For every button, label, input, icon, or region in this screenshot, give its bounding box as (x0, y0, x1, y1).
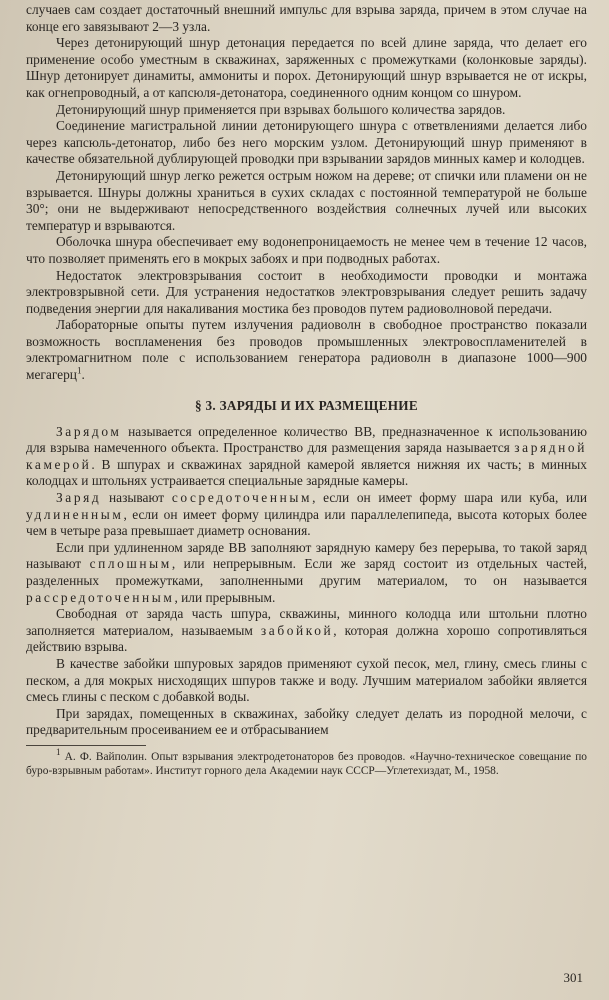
text-run: . В шпурах и скважинах зарядной камерой является нижняя их часть; в минных колодцах и штольнях устраивается специальные зарядные камеры. (26, 456, 587, 489)
text-run: , если он имеет форму шара или куба, или (312, 490, 587, 506)
term-dispersed: рассредоточенным (26, 589, 175, 605)
paragraph-charge-definition (26, 424, 587, 490)
paragraph-continuous (26, 540, 587, 606)
paragraph-radio-text: Лабораторные опыты путем излучения радиоволн в свободное пространство показали возможность воспламенения без проводов промышленных электровоспламенителей в электромагнитном поле с использованием генератора радиоволн в диапазоне 1000—900 мегагерц (26, 317, 587, 383)
paragraph-connection: Соединение магистральной линии детонирующего шнура с ответвлениями делается либо через капсюль-детонатор, либо без него морским узлом. Детонирующий шнур применяют в качестве обязательной дублирующей проводки при взрывании зарядов минных камер и колодцев. (26, 118, 587, 167)
term-charge-2: Заряд (56, 490, 102, 506)
paragraph-detonation: Через детонирующий шнур детонация передается по всей длине заряда, что делает его применение особо уместным в скважинах, заряженных с промежутками (колонковые заряды). Шнур детонирует динамиты, аммониты и порох. Детонирующий шнур взрывается не от искры, как огнепроводный, а от капсюля-детонатора, соединенного одним концом со шнуром. (26, 35, 587, 100)
paragraph-continuation: случаев сам создает достаточный внешний импульс для взрыва заряда, причем в этом случае на конце его завязывают 2—3 узла. (26, 2, 587, 34)
paragraph-sheath: Оболочка шнура обеспечивает ему водонепроницаемость не менее чем в течение 12 часов, что позволяет применять его в мокрых забоях и при подводных работах. (26, 234, 587, 266)
term-concentrated: сосредоточенным (171, 490, 313, 506)
term-charge: Зарядом (56, 423, 122, 439)
term-charge-chamber: зарядной камерой (26, 440, 587, 472)
page-number: 301 (563, 970, 583, 985)
text-run: Если при удлиненном заряде ВВ заполняют зарядную камеру без перерыва, то такой заряд называют (26, 539, 587, 572)
paragraph-usage: Детонирующий шнур применяется при взрывах большого количества зарядов. (56, 101, 506, 117)
footnote-mark: 1 (56, 747, 61, 758)
text-run: , которая должна хорошо сопротивляться действию взрыва. (26, 622, 587, 655)
term-continuous: сплошным (89, 556, 172, 572)
text-run: , или непрерывным. Если же заряд состоит из отдельных частей, разделенных промежутками, заполненными другим материалом, то он называется (26, 556, 587, 588)
footnote-divider (26, 745, 146, 746)
paragraph-charge-shape (26, 490, 587, 540)
text-run: , если он имеет форму цилиндра или параллелепипеда, высота которых более чем в четыре раза превышает диаметр основания. (26, 506, 587, 539)
footnote-reference: 1 (76, 365, 82, 376)
paragraph-cutting: Детонирующий шнур легко режется острым ножом на дереве; от спички или пламени он не взрывается. Шнуры должны храниться в сухих складах с постоянной температурой не больше 30°; они не выдерживают непосредственного воздействия солнечных лучей или высоких температур и взрываются. (26, 167, 587, 233)
footnote (26, 747, 587, 778)
text-run: Свободная от заряда часть шпура, скважины, минного колодца или штольни плотно заполняется материалом, называемым (26, 606, 587, 638)
term-elongated: удлиненным (26, 506, 124, 522)
text-run: называется определенное количество ВВ, предназначенное к использованию для взрыва намеченного объекта. Пространство для размещения заряда называется (26, 423, 587, 456)
footnote-text: А. Ф. Вайполин. Опыт взрывания электродетонаторов без проводов. «Научно-техническое совещание по буро-взрывным работам». Институт горного дела Академии наук СССР—Углетехиздат, М., 1958. (26, 750, 587, 777)
section-heading: § 3. ЗАРЯДЫ И ИХ РАЗМЕЩЕНИЕ (195, 397, 418, 413)
paragraph-radio: Лабораторные опыты путем излучения радиоволн в свободное пространство показали возможность воспламенения без проводов промышленных электровоспламенителей в электромагнитном поле с использованием генератора радиоволн в диапазоне 1000—900 мегагерц$^1$. (26, 317, 587, 383)
term-stemming: забойкой (260, 622, 334, 638)
text-run: называют (101, 490, 172, 506)
text-run: , или прерывным. (174, 589, 276, 605)
paragraph-drawback: Недостаток электровзрывания состоит в необходимости проводки и монтажа электровзрывной сети. Для устранения недостатков электровзрывания следует решить задачу подведения энергии для накаливания мостика без проводов путем радиоволновой передачи. (26, 267, 587, 316)
paragraph-stemming-materials: В качестве забойки шпуровых зарядов применяют сухой песок, мел, глину, смесь глины с песком, а для мокрых нисходящих шпуров также и воду. Лучшим материалом забойки является смесь глины с песком с добавкой воды. (26, 655, 587, 705)
paragraph-stemming (26, 606, 587, 656)
paragraph-borehole-stemming: При зарядах, помещенных в скважинах, забойку следует делать из породной мелочи, с предварительным просеиванием ее и отбрасыванием (26, 705, 587, 738)
